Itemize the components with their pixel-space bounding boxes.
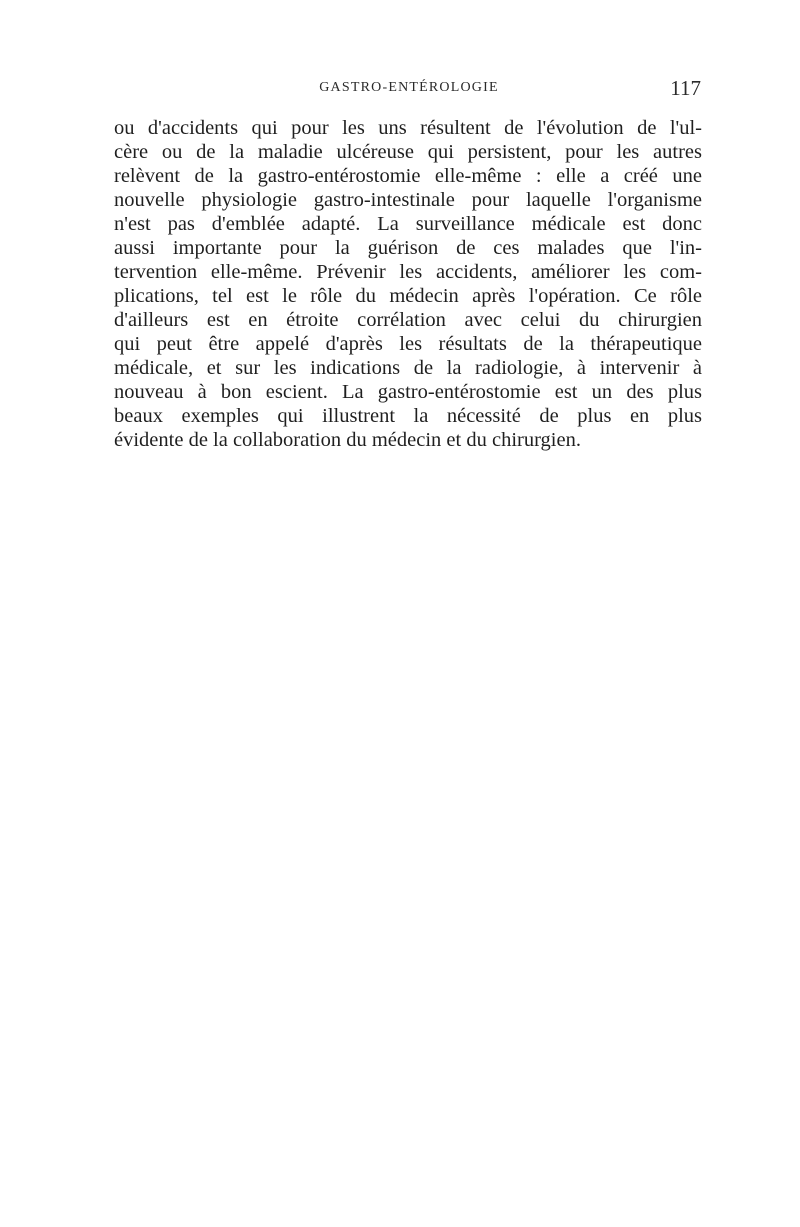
running-title: GASTRO-ENTÉROLOGIE	[319, 80, 499, 95]
text-line: tervention elle-même. Prévenir les accidents, améliorer les com-	[114, 261, 702, 283]
text-line: aussi importante pour la guérison de ces malades que l'in-	[114, 237, 702, 259]
text-line: évidente de la collaboration du médecin et du chirurgien.	[114, 429, 581, 451]
text-line: ou d'accidents qui pour les uns résultent de l'évolution de l'ul-	[114, 117, 702, 139]
text-line: médicale, et sur les indications de la radiologie, à intervenir à	[114, 357, 702, 379]
text-line: cère ou de la maladie ulcéreuse qui persistent, pour les autres	[114, 141, 702, 163]
text-line: nouvelle physiologie gastro-intestinale pour laquelle l'organisme	[114, 189, 702, 211]
text-line: beaux exemples qui illustrent la nécessité de plus en plus	[114, 405, 702, 427]
text-line: relèvent de la gastro-entérostomie elle-même : elle a créé une	[114, 165, 702, 187]
text-line: qui peut être appelé d'après les résultats de la thérapeutique	[114, 333, 702, 355]
text-line: n'est pas d'emblée adapté. La surveillance médicale est donc	[114, 213, 702, 235]
text-line: plications, tel est le rôle du médecin après l'opération. Ce rôle	[114, 285, 702, 307]
body-paragraph	[114, 116, 702, 452]
text-line: d'ailleurs est en étroite corrélation avec celui du chirurgien	[114, 309, 702, 331]
text-line: nouveau à bon escient. La gastro-entérostomie est un des plus	[114, 381, 702, 403]
running-head	[117, 76, 701, 106]
page-number: 117	[670, 76, 701, 100]
